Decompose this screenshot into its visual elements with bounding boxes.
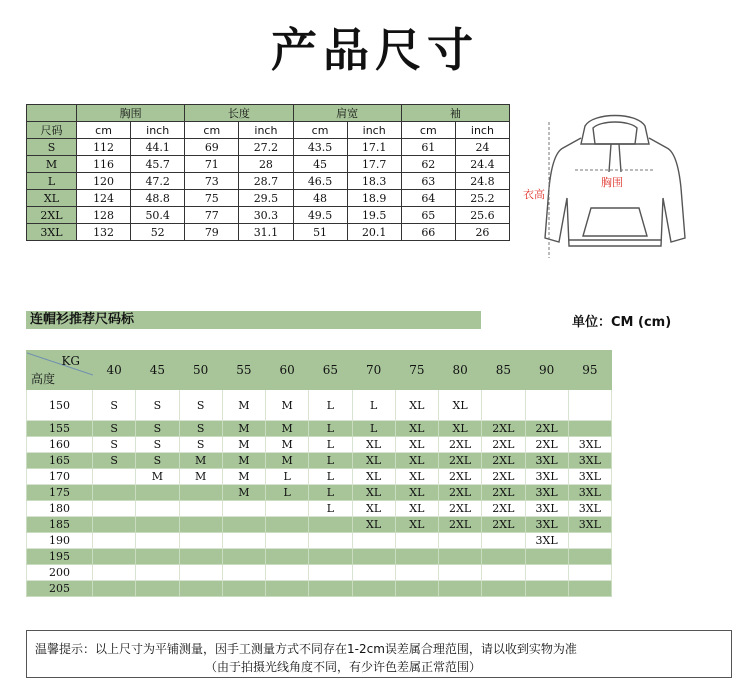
size-value-cell: 79 — [185, 224, 239, 241]
weight-header: 40 — [93, 351, 136, 390]
weight-header: 80 — [439, 351, 482, 390]
recommended-size-cell — [352, 581, 395, 597]
unit-label: 单位：CM (cm) — [572, 315, 672, 330]
recommended-size-cell: 2XL — [439, 485, 482, 501]
size-table-body — [27, 139, 510, 241]
recommended-size-cell — [136, 533, 179, 549]
recommended-size-cell: S — [136, 453, 179, 469]
chest-header: 胸围 — [77, 105, 185, 122]
size-value-cell: 27.2 — [239, 139, 293, 156]
notice-line-2: （由于拍摄光线角度不同，有少许色差属正常范围） — [205, 660, 482, 674]
recommended-size-cell: XL — [439, 421, 482, 437]
recommended-size-cell: 2XL — [525, 421, 568, 437]
recommended-size-cell — [93, 533, 136, 549]
size-value-cell: 64 — [401, 190, 455, 207]
recommended-size-cell — [352, 549, 395, 565]
size-value-cell: 24.8 — [455, 173, 509, 190]
recommended-size-cell — [439, 549, 482, 565]
recommended-size-cell — [439, 533, 482, 549]
recommended-size-cell — [93, 485, 136, 501]
size-value-cell: 18.3 — [347, 173, 401, 190]
weight-header: 45 — [136, 351, 179, 390]
size-value-cell: 17.1 — [347, 139, 401, 156]
size-label: L — [27, 173, 77, 190]
recommended-size-cell: 3XL — [568, 469, 611, 485]
size-label: M — [27, 156, 77, 173]
recommended-size-cell — [395, 565, 438, 581]
height-row — [27, 533, 612, 549]
recommended-size-cell — [395, 533, 438, 549]
weight-header: 65 — [309, 351, 352, 390]
size-value-cell: 45.7 — [131, 156, 185, 173]
recommended-size-cell — [309, 549, 352, 565]
recommended-size-cell: 3XL — [568, 501, 611, 517]
size-table-corner — [27, 105, 77, 122]
size-value-cell: 120 — [77, 173, 131, 190]
size-value-cell: 116 — [77, 156, 131, 173]
weight-header: 85 — [482, 351, 525, 390]
recommended-size-cell: L — [309, 390, 352, 421]
height-label: 195 — [27, 549, 93, 565]
recommended-size-cell — [568, 390, 611, 421]
recommended-size-cell — [568, 421, 611, 437]
height-row — [27, 565, 612, 581]
size-value-cell: 112 — [77, 139, 131, 156]
size-value-cell: 63 — [401, 173, 455, 190]
recommended-size-cell: XL — [352, 453, 395, 469]
recommended-size-cell: L — [266, 469, 309, 485]
recommended-size-cell — [525, 565, 568, 581]
recommended-size-cell — [352, 533, 395, 549]
recommended-size-cell: 3XL — [525, 469, 568, 485]
height-label: 165 — [27, 453, 93, 469]
recommended-size-cell — [179, 501, 222, 517]
recommended-size-cell — [136, 517, 179, 533]
recommended-size-cell — [266, 501, 309, 517]
size-row — [27, 190, 510, 207]
recommended-size-cell — [482, 581, 525, 597]
length-header: 长度 — [185, 105, 293, 122]
recommended-size-cell: L — [309, 501, 352, 517]
recommended-size-cell: S — [93, 453, 136, 469]
recommended-size-cell: XL — [352, 469, 395, 485]
recommended-size-cell: XL — [395, 390, 438, 421]
recommended-size-cell — [222, 549, 265, 565]
size-value-cell: 51 — [293, 224, 347, 241]
size-row — [27, 224, 510, 241]
recommended-size-cell: M — [266, 437, 309, 453]
size-value-cell: 77 — [185, 207, 239, 224]
recommended-size-cell — [136, 485, 179, 501]
recommended-size-cell — [395, 549, 438, 565]
recommended-size-cell: XL — [352, 437, 395, 453]
weight-header: 95 — [568, 351, 611, 390]
size-row — [27, 156, 510, 173]
recommended-size-cell: 2XL — [482, 437, 525, 453]
height-label: 190 — [27, 533, 93, 549]
height-label: 155 — [27, 421, 93, 437]
recommended-size-cell: 2XL — [439, 469, 482, 485]
size-value-cell: 31.1 — [239, 224, 293, 241]
hoodie-diagram — [515, 108, 715, 268]
recommended-size-cell: S — [93, 390, 136, 421]
recommended-size-cell: M — [179, 453, 222, 469]
unit-cell: cm — [185, 122, 239, 139]
recommended-size-cell: S — [179, 437, 222, 453]
recommended-size-cell: 2XL — [439, 517, 482, 533]
recommended-size-cell: 2XL — [482, 421, 525, 437]
recommended-size-cell — [568, 549, 611, 565]
recommended-size-cell — [179, 533, 222, 549]
recommended-size-cell — [266, 533, 309, 549]
recommended-size-cell — [439, 581, 482, 597]
recommended-size-cell — [482, 533, 525, 549]
size-value-cell: 48 — [293, 190, 347, 207]
weight-header: 55 — [222, 351, 265, 390]
recommended-size-cell: 3XL — [525, 485, 568, 501]
recommended-size-cell: M — [222, 390, 265, 421]
recommended-size-cell — [525, 390, 568, 421]
recommended-size-cell: M — [266, 390, 309, 421]
size-value-cell: 26 — [455, 224, 509, 241]
size-label: XL — [27, 190, 77, 207]
recommended-size-cell — [266, 581, 309, 597]
recommended-size-cell — [266, 565, 309, 581]
recommended-size-cell — [266, 549, 309, 565]
height-row — [27, 453, 612, 469]
recommended-size-cell: XL — [352, 517, 395, 533]
height-label: 170 — [27, 469, 93, 485]
recommended-size-cell: XL — [395, 469, 438, 485]
height-label: 185 — [27, 517, 93, 533]
size-value-cell: 46.5 — [293, 173, 347, 190]
page-title: 产品尺寸 — [271, 23, 479, 77]
notice-line-1: 温馨提示：以上尺寸为平铺测量，因手工测量方式不同存在1-2cm误差属合理范围，请以收到实物为准 — [35, 642, 577, 656]
recommended-size-cell: 2XL — [525, 437, 568, 453]
recommended-size-cell: L — [309, 485, 352, 501]
recommended-size-cell: M — [222, 437, 265, 453]
size-value-cell: 50.4 — [131, 207, 185, 224]
recommended-size-cell — [93, 517, 136, 533]
recommended-size-cell: M — [222, 421, 265, 437]
weight-header: 75 — [395, 351, 438, 390]
recommended-size-cell — [525, 549, 568, 565]
unit-cell: cm — [401, 122, 455, 139]
recommended-size-cell — [93, 565, 136, 581]
recommended-size-cell — [93, 501, 136, 517]
recommended-size-cell: 3XL — [568, 485, 611, 501]
size-value-cell: 124 — [77, 190, 131, 207]
recommended-size-cell: L — [309, 421, 352, 437]
size-row — [27, 207, 510, 224]
recommended-size-cell: S — [136, 437, 179, 453]
size-value-cell: 132 — [77, 224, 131, 241]
size-chart-table — [26, 104, 510, 241]
weight-header: 50 — [179, 351, 222, 390]
size-value-cell: 73 — [185, 173, 239, 190]
size-value-cell: 52 — [131, 224, 185, 241]
size-value-cell: 48.8 — [131, 190, 185, 207]
recommended-size-cell: XL — [395, 453, 438, 469]
recommended-size-cell: XL — [395, 485, 438, 501]
size-value-cell: 24.4 — [455, 156, 509, 173]
recommended-size-cell: M — [136, 469, 179, 485]
weight-header: 70 — [352, 351, 395, 390]
size-value-cell: 49.5 — [293, 207, 347, 224]
recommended-size-cell — [568, 533, 611, 549]
size-row — [27, 173, 510, 190]
recommended-size-cell — [309, 581, 352, 597]
recommended-size-cell — [93, 549, 136, 565]
recommended-size-cell: XL — [439, 390, 482, 421]
height-label: 180 — [27, 501, 93, 517]
size-value-cell: 45 — [293, 156, 347, 173]
size-value-cell: 128 — [77, 207, 131, 224]
recommended-size-cell: L — [352, 390, 395, 421]
shoulder-header: 肩宽 — [293, 105, 401, 122]
recommended-size-cell: S — [93, 437, 136, 453]
size-label: 3XL — [27, 224, 77, 241]
recommended-size-cell: 2XL — [439, 437, 482, 453]
size-value-cell: 28 — [239, 156, 293, 173]
size-value-cell: 28.7 — [239, 173, 293, 190]
recommended-size-cell: M — [222, 485, 265, 501]
size-value-cell: 19.5 — [347, 207, 401, 224]
weight-header: 60 — [266, 351, 309, 390]
recommended-size-cell — [222, 501, 265, 517]
recommended-size-cell — [93, 469, 136, 485]
recommended-size-cell: 2XL — [439, 453, 482, 469]
recommended-size-cell: XL — [395, 437, 438, 453]
size-table-group-header — [27, 105, 510, 122]
size-value-cell: 24 — [455, 139, 509, 156]
size-value-cell: 25.2 — [455, 190, 509, 207]
height-row — [27, 485, 612, 501]
recommended-size-cell: S — [179, 390, 222, 421]
size-value-cell: 30.3 — [239, 207, 293, 224]
size-value-cell: 65 — [401, 207, 455, 224]
notice-box — [26, 630, 732, 678]
height-label: 160 — [27, 437, 93, 453]
recommended-size-cell: 3XL — [568, 437, 611, 453]
recommended-size-cell — [136, 549, 179, 565]
size-table-unit-row — [27, 122, 510, 139]
recommended-size-cell: 3XL — [525, 533, 568, 549]
recommended-size-cell: M — [266, 421, 309, 437]
weight-header: 90 — [525, 351, 568, 390]
size-row — [27, 139, 510, 156]
height-label: 175 — [27, 485, 93, 501]
size-value-cell: 75 — [185, 190, 239, 207]
recommended-size-cell — [179, 549, 222, 565]
height-row — [27, 421, 612, 437]
recommended-size-cell: 2XL — [439, 501, 482, 517]
recommended-size-cell: S — [179, 421, 222, 437]
recommended-size-cell — [439, 565, 482, 581]
unit-cell: inch — [347, 122, 401, 139]
recommended-size-cell — [266, 517, 309, 533]
recommended-size-cell — [136, 501, 179, 517]
recommended-size-cell — [482, 549, 525, 565]
unit-cell: inch — [131, 122, 185, 139]
recommended-size-cell: 2XL — [482, 485, 525, 501]
table-corner — [27, 351, 93, 390]
size-value-cell: 66 — [401, 224, 455, 241]
unit-cell: inch — [455, 122, 509, 139]
size-value-cell: 25.6 — [455, 207, 509, 224]
size-value-cell: 69 — [185, 139, 239, 156]
size-value-cell: 18.9 — [347, 190, 401, 207]
recommended-table-body — [27, 390, 612, 597]
recommended-size-cell: 2XL — [482, 501, 525, 517]
recommended-size-cell: L — [266, 485, 309, 501]
recommended-size-cell: M — [222, 469, 265, 485]
size-row-label: 尺码 — [27, 122, 77, 139]
recommended-size-cell — [179, 565, 222, 581]
chest-label: 胸围 — [601, 176, 623, 189]
recommended-size-cell — [179, 581, 222, 597]
size-value-cell: 29.5 — [239, 190, 293, 207]
height-row — [27, 549, 612, 565]
recommended-size-table — [26, 350, 612, 597]
size-value-cell: 62 — [401, 156, 455, 173]
recommended-size-cell: L — [309, 453, 352, 469]
recommended-size-cell: 3XL — [525, 453, 568, 469]
size-label: S — [27, 139, 77, 156]
recommended-size-cell: XL — [395, 517, 438, 533]
height-row — [27, 390, 612, 421]
size-label: 2XL — [27, 207, 77, 224]
recommended-size-cell — [222, 565, 265, 581]
recommended-size-cell — [482, 390, 525, 421]
recommended-size-cell: 2XL — [482, 469, 525, 485]
recommended-size-cell — [309, 533, 352, 549]
sleeve-header: 袖 — [401, 105, 509, 122]
recommended-size-cell — [136, 565, 179, 581]
size-value-cell: 17.7 — [347, 156, 401, 173]
recommended-size-cell: L — [309, 437, 352, 453]
size-value-cell: 20.1 — [347, 224, 401, 241]
height-label: 205 — [27, 581, 93, 597]
recommended-size-cell: 3XL — [568, 517, 611, 533]
recommended-size-cell: M — [266, 453, 309, 469]
recommended-size-cell: 2XL — [482, 517, 525, 533]
recommended-size-cell: 3XL — [525, 517, 568, 533]
height-label: 200 — [27, 565, 93, 581]
recommended-size-cell — [136, 581, 179, 597]
recommended-size-cell: S — [136, 390, 179, 421]
recommended-size-cell: S — [93, 421, 136, 437]
size-value-cell: 61 — [401, 139, 455, 156]
recommended-size-cell: XL — [352, 501, 395, 517]
height-row — [27, 517, 612, 533]
recommended-size-cell: M — [179, 469, 222, 485]
length-label: 衣高 — [523, 188, 545, 201]
recommended-size-cell: 2XL — [482, 453, 525, 469]
recommended-size-cell — [568, 581, 611, 597]
size-value-cell: 71 — [185, 156, 239, 173]
recommended-size-cell: 3XL — [568, 453, 611, 469]
unit-cell: cm — [77, 122, 131, 139]
recommended-size-cell — [395, 581, 438, 597]
unit-cell: cm — [293, 122, 347, 139]
unit-cell: inch — [239, 122, 293, 139]
recommended-size-cell: XL — [352, 485, 395, 501]
recommended-size-cell — [309, 565, 352, 581]
weight-axis-label: KG — [61, 354, 80, 368]
recommended-size-cell — [482, 565, 525, 581]
recommended-size-cell — [179, 517, 222, 533]
recommended-size-cell — [568, 565, 611, 581]
recommended-size-cell — [222, 533, 265, 549]
size-value-cell: 43.5 — [293, 139, 347, 156]
size-value-cell: 47.2 — [131, 173, 185, 190]
height-row — [27, 581, 612, 597]
recommended-size-cell: 3XL — [525, 501, 568, 517]
recommended-size-cell: XL — [395, 421, 438, 437]
recommended-size-cell — [352, 565, 395, 581]
recommended-size-cell — [309, 517, 352, 533]
recommended-size-cell — [222, 517, 265, 533]
height-row — [27, 437, 612, 453]
recommended-size-cell: M — [222, 453, 265, 469]
recommended-size-cell: L — [309, 469, 352, 485]
height-label: 150 — [27, 390, 93, 421]
recommended-size-cell — [179, 485, 222, 501]
recommended-size-cell — [93, 581, 136, 597]
recommended-size-cell: XL — [395, 501, 438, 517]
recommended-size-cell: S — [136, 421, 179, 437]
height-axis-label: 高度 — [31, 372, 56, 386]
recommended-size-cell: L — [352, 421, 395, 437]
weight-header-row — [27, 351, 612, 390]
section-title: 连帽衫推荐尺码标 — [26, 311, 481, 329]
recommended-size-cell — [525, 581, 568, 597]
height-row — [27, 501, 612, 517]
size-value-cell: 44.1 — [131, 139, 185, 156]
recommended-size-cell — [222, 581, 265, 597]
height-row — [27, 469, 612, 485]
